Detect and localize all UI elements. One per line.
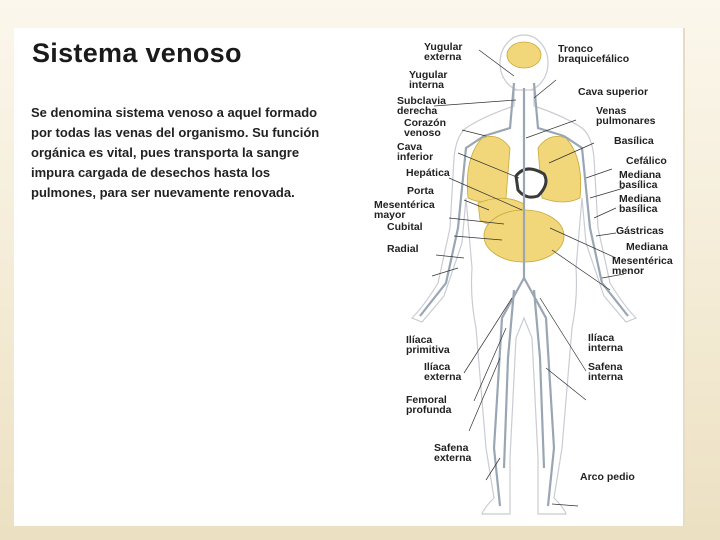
label-mediana: Mediana [626, 241, 669, 253]
slide-description: Se denomina sistema venoso a aquel formado por todas las venas del organismo. Su función orgánica es vital, pues transporta la sangre impura cargada de desechos hasta los pulmones, para ser nuevamente renovada. [31, 105, 320, 200]
label-cava-inferior: Cava inferior [397, 141, 434, 163]
label-yugular-externa: Yugular externa [424, 41, 463, 63]
label-corazon-venoso: Corazón venoso [404, 117, 446, 139]
label-cava-superior: Cava superior [578, 86, 649, 98]
label-hepatica: Hepática [406, 167, 450, 179]
leader-yugular-interna [434, 100, 516, 106]
label-cubital: Cubital [387, 221, 423, 233]
venous-system-diagram [354, 28, 683, 526]
slide-panel [14, 28, 685, 526]
label-iliaca-interna: Ilíaca interna [588, 332, 624, 354]
label-mediana-basilica-2: Mediana basílica [619, 193, 662, 215]
slide-title: Sistema venoso [32, 38, 242, 68]
label-mesenterica-menor: Mesentérica menor [612, 255, 673, 277]
label-cefalico: Cefálico [626, 155, 667, 167]
label-basilica: Basílica [614, 135, 654, 147]
label-gastricas: Gástricas [616, 225, 664, 237]
label-yugular-interna: Yugular interna [409, 69, 448, 91]
label-iliaca-primitiva: Ilíaca primitiva [406, 334, 450, 356]
label-arco-pedio: Arco pedio [580, 471, 635, 483]
label-safena-externa: Safena externa [434, 442, 472, 464]
label-venas-pulmonares: Venas pulmonares [596, 105, 656, 127]
label-subclavia-derecha: Subclavia derecha [397, 95, 447, 117]
label-femoral-profunda: Femoral profunda [406, 394, 452, 416]
brain [507, 42, 541, 68]
label-iliaca-externa: Ilíaca externa [424, 361, 462, 383]
label-radial: Radial [387, 243, 419, 255]
label-mediana-basilica-1: Mediana basílica [619, 169, 662, 191]
label-safena-interna: Safena interna [588, 361, 624, 383]
label-porta: Porta [407, 185, 434, 197]
label-mesenterica-mayor: Mesentérica mayor [374, 199, 435, 221]
heart [516, 169, 546, 197]
label-tronco-braquicefalico: Tronco braquicefálico [558, 43, 630, 65]
